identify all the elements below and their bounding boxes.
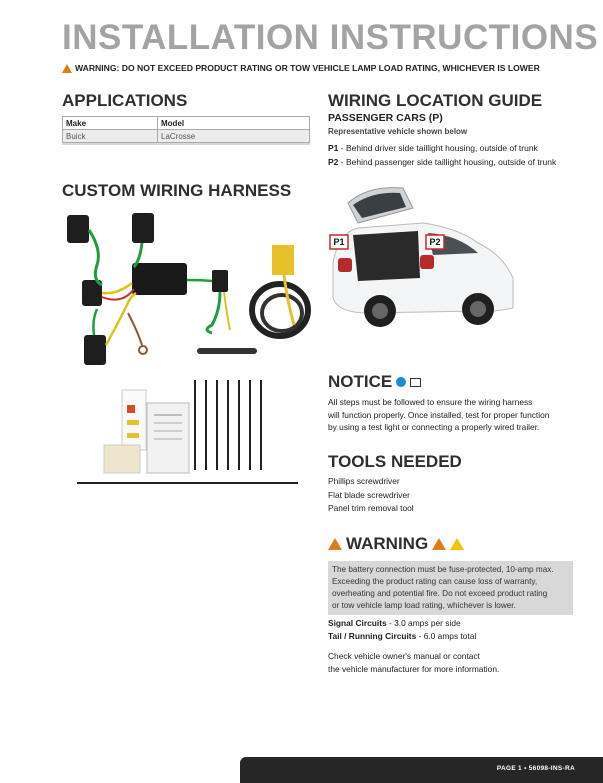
electric-warning-icon [450, 538, 464, 550]
column-header-make: Make [63, 117, 158, 130]
tools-list [328, 475, 414, 516]
tool-item: Panel trim removal tool [328, 503, 414, 513]
notice-text [328, 396, 549, 434]
warning-box [328, 561, 573, 615]
applications-table [62, 116, 310, 143]
cell-model: LaCrosse [158, 130, 310, 143]
warning-line: The battery connection must be fuse-protected, 10-amp max. [332, 565, 554, 574]
tool-item: Flat blade screwdriver [328, 489, 410, 500]
warning-line: Exceeding the product rating can cause loss of warranty, [332, 577, 538, 586]
applications-heading: APPLICATIONS [62, 91, 188, 110]
manual-note [328, 650, 499, 675]
tool-item: Phillips screwdriver [328, 476, 400, 486]
notice-line: All steps must be followed to ensure the wiring harness [328, 397, 533, 407]
wiring-guide-subheading: PASSENGER CARS (P) [328, 112, 443, 124]
harness-heading: CUSTOM WIRING HARNESS [62, 181, 292, 200]
manual-line: Check vehicle owner's manual or contact [328, 651, 480, 661]
signal-value: - 3.0 amps per side [386, 618, 461, 628]
warning-triangle-icon [62, 64, 72, 73]
notice-header [328, 372, 421, 392]
signal-label: Signal Circuits [328, 618, 387, 628]
notice-line: will function properly. Once installed, test for proper function [328, 409, 550, 420]
notice-heading: NOTICE [328, 372, 393, 391]
header-warning [62, 63, 540, 73]
footer-page-text: PAGE 1 • 56098-INS-RA [496, 765, 575, 772]
photo-label-p1: P1 [333, 237, 345, 247]
header-warning-text: WARNING: DO NOT EXCEED PRODUCT RATING OR TOW VEHICLE LAMP LOAD RATING, WHICHEVER IS LOWER [75, 63, 540, 73]
book-icon [410, 378, 421, 387]
tools-heading: TOOLS NEEDED [328, 452, 462, 471]
divider [62, 143, 310, 145]
notice-line: by using a test light or connecting a properly wired trailer. [328, 422, 540, 432]
warning-triangle-icon [328, 538, 342, 550]
cell-make: Buick [63, 130, 158, 143]
location-text: - Behind passenger side taillight housing, outside of trunk [338, 157, 557, 167]
location-p2 [328, 157, 556, 167]
circuit-ratings [328, 617, 476, 642]
wiring-guide-heading: WIRING LOCATION GUIDE [328, 91, 543, 110]
vehicle-photo [328, 183, 518, 343]
footer-bar [240, 757, 603, 783]
location-text: - Behind driver side taillight housing, outside of trunk [338, 143, 538, 153]
location-p1 [328, 143, 538, 153]
wiring-guide-note: Representative vehicle shown below [328, 127, 468, 136]
location-code: P2 [328, 157, 339, 167]
harness-product-image [62, 205, 317, 495]
warning-line: overheating and potential fire. Do not exceed product rating [332, 589, 548, 598]
location-code: P1 [328, 143, 339, 153]
page-title: INSTALLATION INSTRUCTIONS [62, 18, 599, 57]
warning-heading: WARNING [346, 534, 429, 553]
signal-rating [328, 617, 476, 630]
info-circle-icon [396, 377, 406, 387]
table-row [63, 130, 310, 143]
warning-header [328, 534, 464, 554]
tail-value: - 6.0 amps total [416, 630, 477, 641]
column-header-model: Model [158, 117, 310, 130]
table-header-row [63, 117, 310, 130]
tail-label: Tail / Running Circuits [328, 630, 417, 641]
warning-triangle-icon [432, 538, 446, 550]
tail-rating [328, 630, 476, 643]
manual-line: the vehicle manufacturer for more information. [328, 663, 500, 674]
photo-label-p2: P2 [429, 237, 441, 247]
warning-line: or tow vehicle lamp load rating, whichever is lower. [332, 601, 516, 610]
